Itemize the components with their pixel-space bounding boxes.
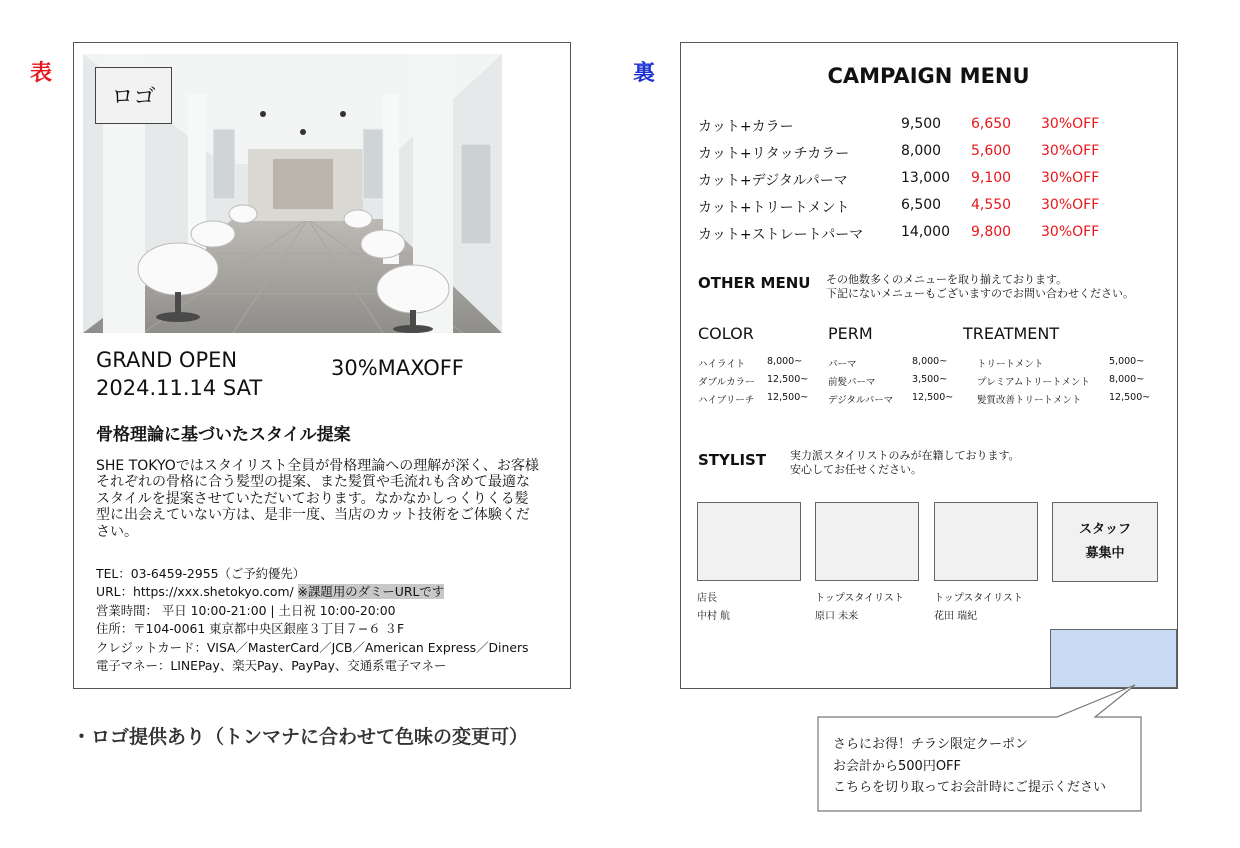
other-menu-note-line: その他数多くのメニューを取り揃えております。 bbox=[826, 273, 1068, 286]
other-menu-note-line: 下記にないメニューもございますのでお問い合わせください。 bbox=[826, 287, 1134, 300]
campaign-item-off: 30%OFF bbox=[1041, 224, 1100, 240]
stylist-photo-placeholder bbox=[697, 502, 801, 581]
front-headline: 骨格理論に基づいたスタイル提案 bbox=[96, 425, 351, 445]
emoney-line: 電子マネー：LINEPay、楽天Pay、PayPay、交通系電子マネー bbox=[96, 658, 447, 674]
campaign-item-price: 8,000 bbox=[901, 143, 942, 159]
category-item-price: 12,500~ bbox=[1109, 392, 1151, 403]
campaign-item-name: カット+カラー bbox=[698, 119, 794, 135]
stylist-note bbox=[790, 449, 1020, 477]
coupon-line: さらにお得！チラシ限定クーポン bbox=[833, 737, 1029, 752]
category-item-price: 8,000~ bbox=[912, 356, 948, 367]
other-menu-title: OTHER MENU bbox=[698, 274, 811, 292]
campaign-item-sale-price: 5,600 bbox=[971, 143, 1012, 159]
category-item-name: 前髪パーマ bbox=[828, 377, 876, 388]
max-off-label: 30%MAXOFF bbox=[331, 356, 464, 380]
coupon-callout-text bbox=[833, 734, 1106, 799]
stylist-title: STYLIST bbox=[698, 451, 767, 469]
campaign-item-price: 9,500 bbox=[901, 116, 942, 132]
stylist-role: 店長 bbox=[697, 593, 717, 604]
hours-line: 営業時間： 平日 10:00-21:00 | 土日祝 10:00-20:00 bbox=[96, 602, 396, 618]
address-line: 住所：〒104-0061 東京都中央区銀座３丁目７−６ ３F bbox=[96, 621, 405, 637]
campaign-item-name: カット+デジタルパーマ bbox=[698, 173, 848, 189]
campaign-item-name: カット+ストレートパーマ bbox=[698, 227, 864, 243]
stylist-photo-placeholder bbox=[815, 502, 919, 581]
category-item-price: 3,500~ bbox=[912, 374, 948, 385]
stylist-role: トップスタイリスト bbox=[815, 593, 904, 604]
campaign-item-sale-price: 4,550 bbox=[971, 197, 1012, 213]
shop-info bbox=[96, 565, 529, 675]
logo-placeholder: ロゴ bbox=[95, 67, 172, 124]
campaign-item-price: 14,000 bbox=[901, 224, 950, 240]
campaign-item-off: 30%OFF bbox=[1041, 143, 1100, 159]
campaign-item-sale-price: 9,800 bbox=[971, 224, 1012, 240]
url-line bbox=[96, 583, 529, 601]
front-body-text: SHE TOKYOではスタイリスト全員が骨格理論への理解が深く、お客様それぞれの骨格に合う髪型の提案、また髪質や毛流れも含めて最適なスタイルを提案させていただいております。なかなかしっくりくる髪型に出会えていない方は、是非一度、当店のカット技術をご体験ください。 bbox=[96, 458, 539, 540]
stylist-note-line: 実力派スタイリストのみが在籍しております。 bbox=[790, 449, 1020, 462]
campaign-item-off: 30%OFF bbox=[1041, 170, 1100, 186]
category-item-name: ダブルカラー bbox=[698, 377, 755, 388]
stylist-caption bbox=[934, 590, 1023, 626]
stylist-caption bbox=[815, 590, 904, 626]
category-item-price: 12,500~ bbox=[912, 392, 954, 403]
campaign-item-off: 30%OFF bbox=[1041, 197, 1100, 213]
stylist-role: トップスタイリスト bbox=[934, 593, 1023, 604]
campaign-item-price: 6,500 bbox=[901, 197, 942, 213]
staff-recruit-box bbox=[1052, 502, 1158, 582]
stylist-name: 中村 航 bbox=[697, 611, 731, 622]
recruit-line: 募集中 bbox=[1085, 546, 1125, 561]
category-item-price: 8,000~ bbox=[767, 356, 803, 367]
category-item-price: 12,500~ bbox=[767, 374, 809, 385]
logo-note: ・ロゴ提供あり（トンマナに合わせて色味の変更可） bbox=[72, 726, 529, 748]
category-title-perm: PERM bbox=[828, 324, 873, 343]
grand-open-heading bbox=[96, 346, 262, 402]
category-item-price: 8,000~ bbox=[1109, 374, 1145, 385]
campaign-item-sale-price: 6,650 bbox=[971, 116, 1012, 132]
grand-open-label: GRAND OPEN bbox=[96, 348, 238, 372]
front-side-label: 表 bbox=[30, 61, 53, 86]
category-item-name: トリートメント bbox=[977, 359, 1044, 370]
stylist-name: 原口 未来 bbox=[815, 611, 859, 622]
coupon-line: お会計から500円OFF bbox=[833, 758, 962, 774]
campaign-item-price: 13,000 bbox=[901, 170, 950, 186]
stylist-name: 花田 瑞紀 bbox=[934, 611, 978, 622]
campaign-item-sale-price: 9,100 bbox=[971, 170, 1012, 186]
campaign-title: CAMPAIGN MENU bbox=[827, 64, 1030, 88]
back-side-label: 裏 bbox=[633, 61, 656, 86]
category-item-price: 12,500~ bbox=[767, 392, 809, 403]
category-item-name: デジタルパーマ bbox=[828, 395, 894, 406]
campaign-item-name: カット+リタッチカラー bbox=[698, 146, 850, 162]
category-item-name: ハイブリーチ bbox=[698, 395, 755, 406]
campaign-item-name: カット+トリートメント bbox=[698, 200, 850, 216]
other-menu-note bbox=[826, 273, 1134, 301]
category-item-name: 髪質改善トリートメント bbox=[977, 395, 1082, 406]
category-item-name: ハイライト bbox=[698, 359, 746, 370]
category-title-treatment: TREATMENT bbox=[963, 324, 1060, 343]
tel-line: TEL：03-6459-2955（ご予約優先） bbox=[96, 566, 306, 581]
credit-card-line: クレジットカード：VISA／MasterCard／JCB／American Express／Diners bbox=[96, 639, 529, 655]
url-text: URL：https://xxx.shetokyo.com/ bbox=[96, 584, 294, 600]
recruit-line: スタッフ bbox=[1078, 522, 1131, 537]
category-item-name: プレミアムトリートメント bbox=[977, 377, 1090, 388]
campaign-item-off: 30%OFF bbox=[1041, 116, 1100, 132]
open-date: 2024.11.14 SAT bbox=[96, 376, 263, 400]
url-dummy-note: ※課題用のダミーURLです bbox=[297, 584, 445, 600]
stylist-caption bbox=[697, 590, 730, 626]
category-title-color: COLOR bbox=[698, 324, 754, 343]
category-item-name: パーマ bbox=[828, 359, 857, 370]
coupon-line: こちらを切り取ってお会計時にご提示ください bbox=[833, 780, 1107, 795]
stylist-photo-placeholder bbox=[934, 502, 1038, 581]
category-item-price: 5,000~ bbox=[1109, 356, 1145, 367]
stylist-note-line: 安心してお任せください。 bbox=[790, 463, 922, 476]
